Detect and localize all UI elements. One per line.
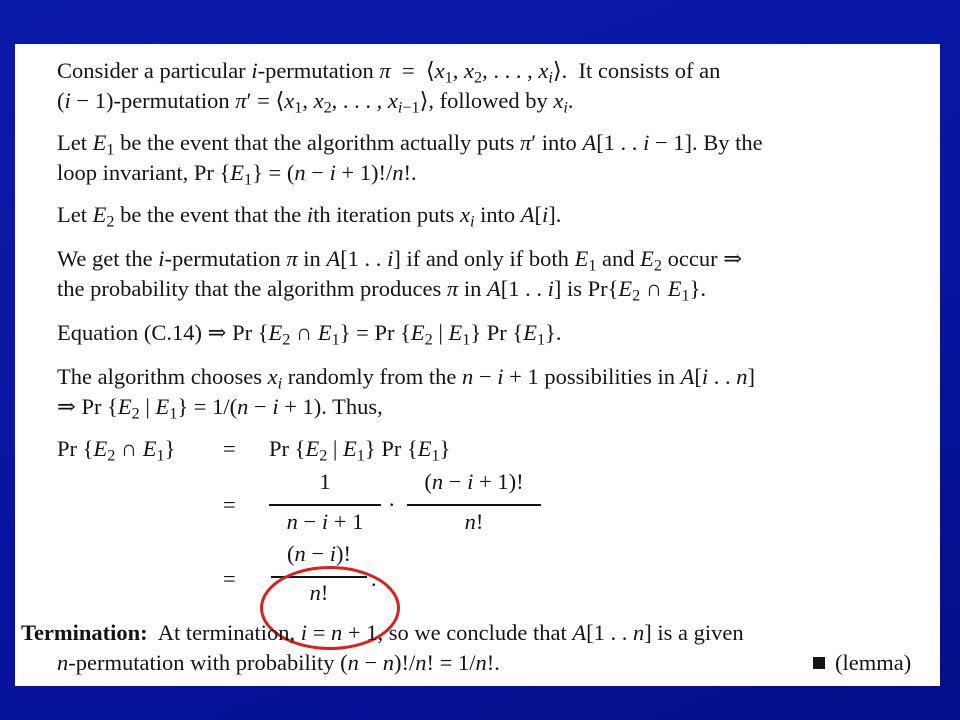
frac3-denominator: n! xyxy=(309,580,329,605)
qed-lemma xyxy=(813,648,911,678)
frac2-bar xyxy=(407,504,541,506)
derivation-dot: · xyxy=(388,492,396,517)
frac1-denominator: n − i + 1 xyxy=(286,509,364,534)
para6-line2: ⇒ Pr {$E_2$ | $E_1\} = 1/(n - i + 1)$. Thus, xyxy=(57,394,383,423)
derivation-end: . xyxy=(371,566,377,591)
para1-line1: Consider a particular i-permutation $\pi = ⟨x_1$, $x_2$, . . . , $x_i⟩$. It consists of an xyxy=(57,58,721,87)
derivation-eq1: = xyxy=(223,436,236,461)
frac3-numerator: (n − i)! xyxy=(287,541,351,566)
frac1-numerator: 1 xyxy=(319,469,331,494)
qed-text: (lemma) xyxy=(835,650,912,675)
para5: Equation (C.14) ⇒ Pr {$E_2$ ∩ $E_1\} = Pr$ {$E_2$ | $E_1$} Pr $\{E_1\}$. xyxy=(57,320,562,349)
para6-line1: The algorithm chooses $x_i$ randomly from the n − i + 1 possibilities in A[i . . n] xyxy=(57,364,755,393)
termination-label: Termination: xyxy=(21,620,148,645)
termination-line2: n-permutation with probability (n − n)!/n! = 1/n!. xyxy=(57,650,500,675)
derivation-rhs1: Pr {$E_2$ | $E_1$} Pr $\{E_1\}$ xyxy=(269,436,451,465)
para2-line2: loop invariant, Pr $\{E_1\} = (n - i + 1)!/n$!. xyxy=(57,160,417,189)
frac1-bar xyxy=(269,504,381,506)
para3: Let $E_2$ be the event that the ith iteration puts $x_i$ into A[i]. xyxy=(57,202,562,231)
frac2-numerator: (n − i + 1)! xyxy=(424,469,524,494)
termination-line1: Termination: At termination, i = n + 1, so we conclude that A[1 . . n] is a given xyxy=(21,620,744,645)
para1-line2: (i − 1)-permutation $\pi' = ⟨x_1$, $x_2$, . . . , $x_{i-1}⟩$, followed by $x_i$. xyxy=(57,88,574,117)
para4-line1: We get the i-permutation π in A[1 . . i] if and only if both $E_1$ and $E_2$ occur ⇒ xyxy=(57,246,743,275)
para2-line1: Let $E_1$ be the event that the algorithm actually puts π′ into A[1 . . i − 1]. By the xyxy=(57,130,763,159)
para4-line2: the probability that the algorithm produces π in A[1 . . i] is $Pr\{E_2$ ∩ $E_1$}. xyxy=(57,276,707,305)
frac2-denominator: n! xyxy=(464,509,484,534)
derivation-lhs: Pr {$E_2$ ∩ $E_1$} xyxy=(57,436,176,465)
slide-panel xyxy=(15,44,940,686)
derivation-eq3: = xyxy=(223,566,236,591)
qed-square-icon xyxy=(813,657,825,669)
derivation-eq2: = xyxy=(223,492,236,517)
